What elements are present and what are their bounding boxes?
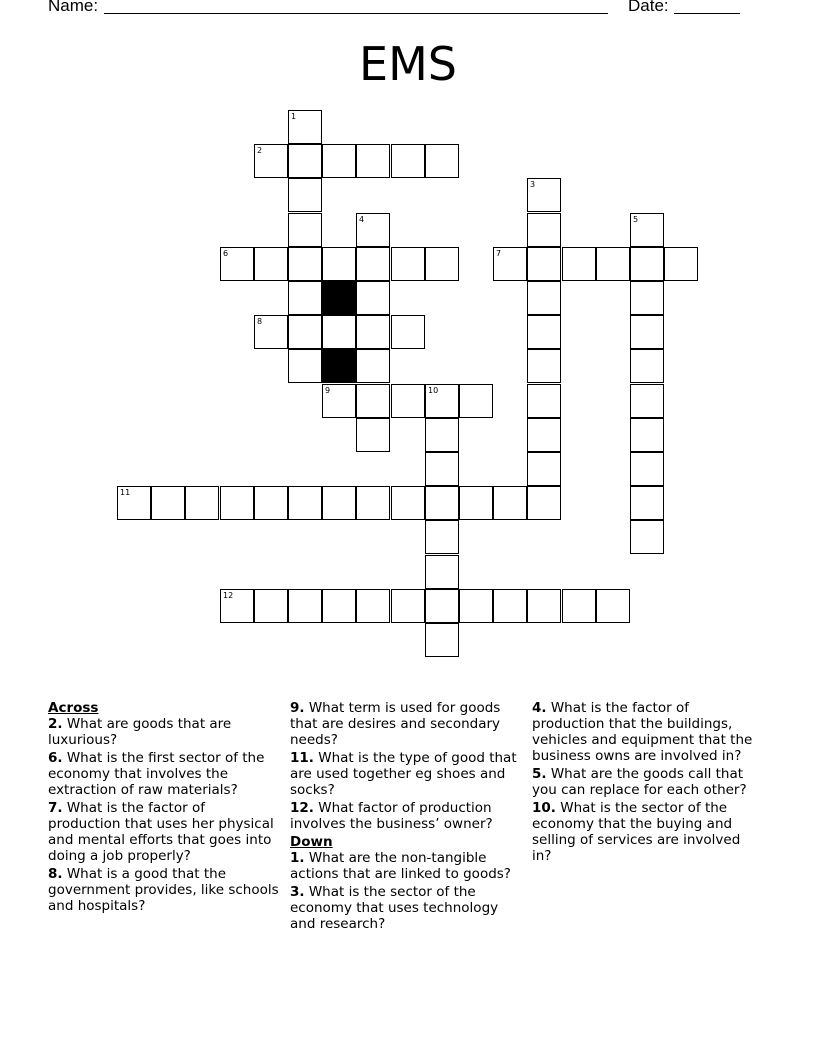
grid-cell[interactable] xyxy=(254,247,288,281)
clue-across-8 xyxy=(48,866,280,914)
grid-cell[interactable] xyxy=(562,589,596,623)
clue-number-label: 8 xyxy=(257,317,263,326)
grid-cell[interactable] xyxy=(630,418,664,452)
clue-across-12 xyxy=(290,800,526,832)
grid-cell[interactable] xyxy=(391,247,425,281)
clue-text: What are goods that are luxurious? xyxy=(48,716,232,748)
grid-cell[interactable] xyxy=(425,384,459,418)
grid-cell[interactable] xyxy=(630,213,664,247)
grid-cell[interactable] xyxy=(425,144,459,178)
clue-number: 9. xyxy=(290,700,305,716)
blocked-cell xyxy=(322,281,356,315)
grid-cell[interactable] xyxy=(459,486,493,520)
grid-cell[interactable] xyxy=(425,486,459,520)
grid-cell[interactable] xyxy=(664,247,698,281)
clue-number-label: 11 xyxy=(120,488,131,497)
grid-cell[interactable] xyxy=(288,178,322,212)
grid-cell[interactable] xyxy=(630,349,664,383)
grid-cell[interactable] xyxy=(630,486,664,520)
clue-number: 3. xyxy=(290,884,305,900)
clue-across-2 xyxy=(48,716,280,748)
clue-number: 4. xyxy=(532,700,547,716)
across-heading: Across xyxy=(48,700,99,716)
clue-down-3 xyxy=(290,884,526,932)
clues-column-3 xyxy=(532,700,764,866)
grid-cell[interactable] xyxy=(356,486,390,520)
clue-text: What is a good that the government provides, like schools and hospitals? xyxy=(48,866,279,914)
grid-cell[interactable] xyxy=(391,589,425,623)
grid-cell[interactable] xyxy=(527,486,561,520)
grid-cell[interactable] xyxy=(527,384,561,418)
grid-cell[interactable] xyxy=(356,589,390,623)
grid-cell[interactable] xyxy=(391,315,425,349)
grid-cell[interactable] xyxy=(322,144,356,178)
clue-number-label: 4 xyxy=(359,215,365,224)
grid-cell[interactable] xyxy=(254,144,288,178)
clue-down-10 xyxy=(532,800,764,864)
clues-column-1 xyxy=(48,700,280,916)
grid-cell[interactable] xyxy=(630,281,664,315)
clue-text: What term is used for goods that are desires and secondary needs? xyxy=(290,700,501,748)
grid-cell[interactable] xyxy=(254,315,288,349)
grid-cell[interactable] xyxy=(288,349,322,383)
grid-cell[interactable] xyxy=(527,418,561,452)
grid-cell[interactable] xyxy=(459,589,493,623)
clue-number-label: 7 xyxy=(496,249,502,258)
grid-cell[interactable] xyxy=(630,452,664,486)
grid-cell[interactable] xyxy=(493,589,527,623)
grid-cell[interactable] xyxy=(391,144,425,178)
grid-cell[interactable] xyxy=(425,623,459,657)
grid-cell[interactable] xyxy=(288,315,322,349)
clue-down-1 xyxy=(290,850,526,882)
grid-cell[interactable] xyxy=(151,486,185,520)
grid-cell[interactable] xyxy=(527,213,561,247)
clue-across-9 xyxy=(290,700,526,748)
grid-cell[interactable] xyxy=(322,589,356,623)
grid-cell[interactable] xyxy=(288,486,322,520)
grid-cell[interactable] xyxy=(425,520,459,554)
grid-cell[interactable] xyxy=(527,452,561,486)
clue-number: 6. xyxy=(48,750,63,766)
grid-cell[interactable] xyxy=(356,315,390,349)
clue-number: 7. xyxy=(48,800,63,816)
clue-number-label: 10 xyxy=(428,386,439,395)
grid-cell[interactable] xyxy=(356,418,390,452)
clue-number-label: 6 xyxy=(223,249,229,258)
grid-cell[interactable] xyxy=(493,247,527,281)
clue-number: 10. xyxy=(532,800,556,816)
clue-text: What are the goods call that you can replace for each other? xyxy=(532,766,747,798)
clue-text: What is the sector of the economy that the buying and selling of services are involved in? xyxy=(532,800,741,864)
clue-text: What is the first sector of the economy that involves the extraction of raw materials? xyxy=(48,750,265,798)
grid-cell[interactable] xyxy=(562,247,596,281)
clue-number-label: 12 xyxy=(223,591,234,600)
grid-cell[interactable] xyxy=(630,315,664,349)
clue-across-11 xyxy=(290,750,526,798)
grid-cell[interactable] xyxy=(254,589,288,623)
clue-number-label: 1 xyxy=(291,112,297,121)
clue-down-5 xyxy=(532,766,764,798)
grid-cell[interactable] xyxy=(356,281,390,315)
clue-number: 12. xyxy=(290,800,314,816)
clues-column-2 xyxy=(290,700,526,934)
grid-cell[interactable] xyxy=(527,349,561,383)
clue-number: 11. xyxy=(290,750,314,766)
grid-cell[interactable] xyxy=(391,486,425,520)
grid-cell[interactable] xyxy=(425,247,459,281)
grid-cell[interactable] xyxy=(288,110,322,144)
grid-cell[interactable] xyxy=(322,486,356,520)
grid-cell[interactable] xyxy=(288,247,322,281)
grid-cell[interactable] xyxy=(288,144,322,178)
grid-cell[interactable] xyxy=(527,178,561,212)
grid-cell[interactable] xyxy=(391,384,425,418)
grid-cell[interactable] xyxy=(356,384,390,418)
grid-cell[interactable] xyxy=(527,315,561,349)
clue-number: 8. xyxy=(48,866,63,882)
grid-cell[interactable] xyxy=(356,144,390,178)
grid-cell[interactable] xyxy=(596,589,630,623)
name-label: Name: xyxy=(48,0,99,15)
grid-cell[interactable] xyxy=(425,555,459,589)
grid-cell[interactable] xyxy=(356,349,390,383)
grid-cell[interactable] xyxy=(288,589,322,623)
grid-cell[interactable] xyxy=(630,247,664,281)
grid-cell[interactable] xyxy=(425,589,459,623)
grid-cell[interactable] xyxy=(220,486,254,520)
grid-cell[interactable] xyxy=(322,384,356,418)
clue-number-label: 2 xyxy=(257,146,263,155)
clue-across-6 xyxy=(48,750,280,798)
grid-cell[interactable] xyxy=(527,589,561,623)
grid-cell[interactable] xyxy=(630,384,664,418)
clue-number: 2. xyxy=(48,716,63,732)
clue-number-label: 9 xyxy=(325,386,331,395)
clue-down-4 xyxy=(532,700,764,764)
grid-cell[interactable] xyxy=(322,247,356,281)
grid-cell[interactable] xyxy=(322,315,356,349)
clue-text: What are the non-tangible actions that are linked to goods? xyxy=(290,850,511,882)
grid-cell[interactable] xyxy=(356,213,390,247)
clue-number-label: 3 xyxy=(530,180,536,189)
page-title: EMS xyxy=(359,37,457,91)
grid-cell[interactable] xyxy=(220,247,254,281)
date-label: Date: xyxy=(628,0,669,15)
clue-number: 5. xyxy=(532,766,547,782)
clue-text: What is the type of good that are used together eg shoes and socks? xyxy=(290,750,517,798)
grid-cell[interactable] xyxy=(117,486,151,520)
clue-across-7 xyxy=(48,800,280,864)
grid-cell[interactable] xyxy=(220,589,254,623)
clue-text: What is the factor of production that the buildings, vehicles and equipment that the business owns are involved in? xyxy=(532,700,753,764)
grid-cell[interactable] xyxy=(254,486,288,520)
clue-number-label: 5 xyxy=(633,215,639,224)
grid-cell[interactable] xyxy=(527,247,561,281)
grid-cell[interactable] xyxy=(527,281,561,315)
grid-cell[interactable] xyxy=(596,247,630,281)
blocked-cell xyxy=(322,349,356,383)
clue-text: What is the sector of the economy that uses technology and research? xyxy=(290,884,499,932)
grid-cell[interactable] xyxy=(185,486,219,520)
clue-text: What factor of production involves the business’ owner? xyxy=(290,800,493,832)
grid-cell[interactable] xyxy=(493,486,527,520)
down-heading: Down xyxy=(290,834,333,850)
grid-cell[interactable] xyxy=(288,281,322,315)
clue-text: What is the factor of production that uses her physical and mental efforts that goes into doing a job properly? xyxy=(48,800,274,864)
grid-cell[interactable] xyxy=(630,520,664,554)
grid-cell[interactable] xyxy=(425,452,459,486)
grid-cell[interactable] xyxy=(425,418,459,452)
clue-number: 1. xyxy=(290,850,305,866)
grid-cell[interactable] xyxy=(288,213,322,247)
grid-cell[interactable] xyxy=(459,384,493,418)
grid-cell[interactable] xyxy=(356,247,390,281)
